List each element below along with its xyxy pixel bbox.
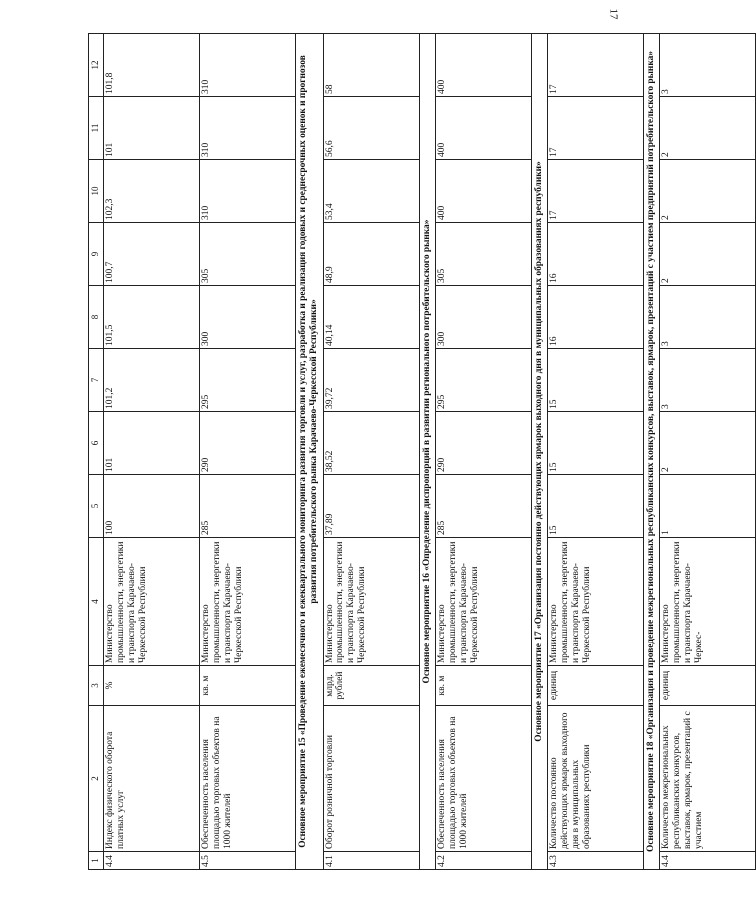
year-value: 400 — [435, 160, 531, 223]
year-value: 305 — [435, 223, 531, 286]
responsible-executor: Министерство промышленности, энергетики и транспорта Карачаево-Черкесской Республики — [435, 538, 531, 666]
year-value: 37,89 — [323, 475, 419, 538]
column-number: 4 — [89, 538, 104, 666]
table-row — [660, 34, 756, 870]
year-value: 3 — [660, 349, 756, 412]
column-number: 8 — [89, 286, 104, 349]
responsible-executor: Министерство промышленности, энергетики и транспорта Карачаево-Черкесской Республики — [200, 538, 296, 666]
section-heading: Основное мероприятие 17 «Организация постоянно действующих ярмарок выходного дня в муниципальных образованиях республики» — [531, 34, 547, 870]
row-number: 4.4 — [660, 852, 756, 870]
unit: единиц — [660, 666, 756, 706]
year-value: 53,4 — [323, 160, 419, 223]
year-value: 17 — [548, 160, 644, 223]
year-value: 48,9 — [323, 223, 419, 286]
year-value: 102,3 — [104, 160, 200, 223]
table-row — [323, 34, 419, 870]
year-value: 101,2 — [104, 349, 200, 412]
column-number: 5 — [89, 475, 104, 538]
column-number: 1 — [89, 852, 104, 870]
year-value: 15 — [548, 412, 644, 475]
indicator-name: Количество постоянно действующих ярмарок выходного дня в муниципальных образованиях республики — [548, 706, 644, 852]
unit: единиц — [548, 666, 644, 706]
unit: % — [104, 666, 200, 706]
year-value: 100,7 — [104, 223, 200, 286]
year-value: 100 — [104, 475, 200, 538]
year-value: 295 — [200, 349, 296, 412]
year-value: 101,5 — [104, 286, 200, 349]
rotated-table-container — [88, 34, 705, 870]
year-value: 400 — [435, 34, 531, 97]
column-number: 3 — [89, 666, 104, 706]
year-value: 285 — [435, 475, 531, 538]
year-value: 17 — [548, 97, 644, 160]
year-value: 310 — [200, 160, 296, 223]
year-value: 16 — [548, 223, 644, 286]
indicator-name: Индекс физического оборота платных услуг — [104, 706, 200, 852]
section-heading: Основное мероприятие 16 «Определение диспропорций в развитии регионального потребительского рынка» — [419, 34, 435, 870]
year-value: 400 — [435, 97, 531, 160]
section-heading-row — [644, 34, 660, 870]
unit: млрд. рублей — [323, 666, 419, 706]
row-number: 4.3 — [548, 852, 644, 870]
year-value: 290 — [435, 412, 531, 475]
unit: кв. м — [435, 666, 531, 706]
column-number: 11 — [89, 97, 104, 160]
column-number: 7 — [89, 349, 104, 412]
table-row — [435, 34, 531, 870]
year-value: 305 — [200, 223, 296, 286]
section-heading-row — [419, 34, 435, 870]
table-row — [548, 34, 644, 870]
year-value: 285 — [200, 475, 296, 538]
indicator-name: Обеспеченность населения площадью торговых объектов на 1000 жителей — [200, 706, 296, 852]
indicator-name: Оборот розничной торговли — [323, 706, 419, 852]
responsible-executor: Министерство промышленности, энергетики и транспорта Карачаево-Черкесской Республики — [548, 538, 644, 666]
year-value: 2 — [660, 160, 756, 223]
year-value: 58 — [323, 34, 419, 97]
year-value: 2 — [660, 412, 756, 475]
year-value: 310 — [200, 34, 296, 97]
unit: кв. м — [200, 666, 296, 706]
year-value: 101,8 — [104, 34, 200, 97]
column-number: 2 — [89, 706, 104, 852]
section-heading-row — [296, 34, 324, 870]
column-number: 6 — [89, 412, 104, 475]
column-number-row — [89, 34, 104, 870]
year-value: 40,14 — [323, 286, 419, 349]
year-value: 300 — [435, 286, 531, 349]
year-value: 17 — [548, 34, 644, 97]
row-number: 4.1 — [323, 852, 419, 870]
year-value: 310 — [200, 97, 296, 160]
year-value: 295 — [435, 349, 531, 412]
year-value: 300 — [200, 286, 296, 349]
year-value: 15 — [548, 475, 644, 538]
year-value: 2 — [660, 97, 756, 160]
year-value: 56,6 — [323, 97, 419, 160]
responsible-executor: Министерство промышленности, энергетики и транспорта Карачаево-Черкесской Республики — [323, 538, 419, 666]
section-heading: Основное мероприятие 15 «Проведение ежемесячного и ежеквартального мониторинга развития торговли и услуг, разработка и реализация годовых и среднесрочных оценок и прогнозов развития потребительского рынка Карачаево-Черкесской Республики» — [296, 34, 324, 870]
row-number: 4.2 — [435, 852, 531, 870]
responsible-executor: Министерство промышленности, энергетики и транспорта Карачаево-Черкесской Республики — [104, 538, 200, 666]
year-value: 39,72 — [323, 349, 419, 412]
indicator-name: Количество межрегиональных республиканских конкурсов, выставок, ярмарок, презентаций с участием — [660, 706, 756, 852]
indicators-table — [88, 33, 756, 870]
year-value: 1 — [660, 475, 756, 538]
year-value: 15 — [548, 349, 644, 412]
column-number: 10 — [89, 160, 104, 223]
year-value: 2 — [660, 223, 756, 286]
indicator-name: Обеспеченность населения площадью торговых объектов на 1000 жителей — [435, 706, 531, 852]
row-number: 4.4 — [104, 852, 200, 870]
year-value: 38,52 — [323, 412, 419, 475]
table-row — [200, 34, 296, 870]
year-value: 16 — [548, 286, 644, 349]
column-number: 9 — [89, 223, 104, 286]
table-row — [104, 34, 200, 870]
year-value: 3 — [660, 286, 756, 349]
year-value: 3 — [660, 34, 756, 97]
column-number: 12 — [89, 34, 104, 97]
table-body — [89, 34, 756, 870]
responsible-executor: Министерство промышленности, энергетики и транспорта Карачаево-Черкес- — [660, 538, 756, 666]
year-value: 290 — [200, 412, 296, 475]
year-value: 101 — [104, 412, 200, 475]
row-number: 4.5 — [200, 852, 296, 870]
year-value: 101 — [104, 97, 200, 160]
section-heading: Основное мероприятие 18 «Организация и проведение межрегиональных республиканских конкурсов, выставок, ярмарок, презентаций с участием предприятий потребительского рынка» — [644, 34, 660, 870]
section-heading-row — [531, 34, 547, 870]
page-number: 17 — [607, 8, 620, 20]
